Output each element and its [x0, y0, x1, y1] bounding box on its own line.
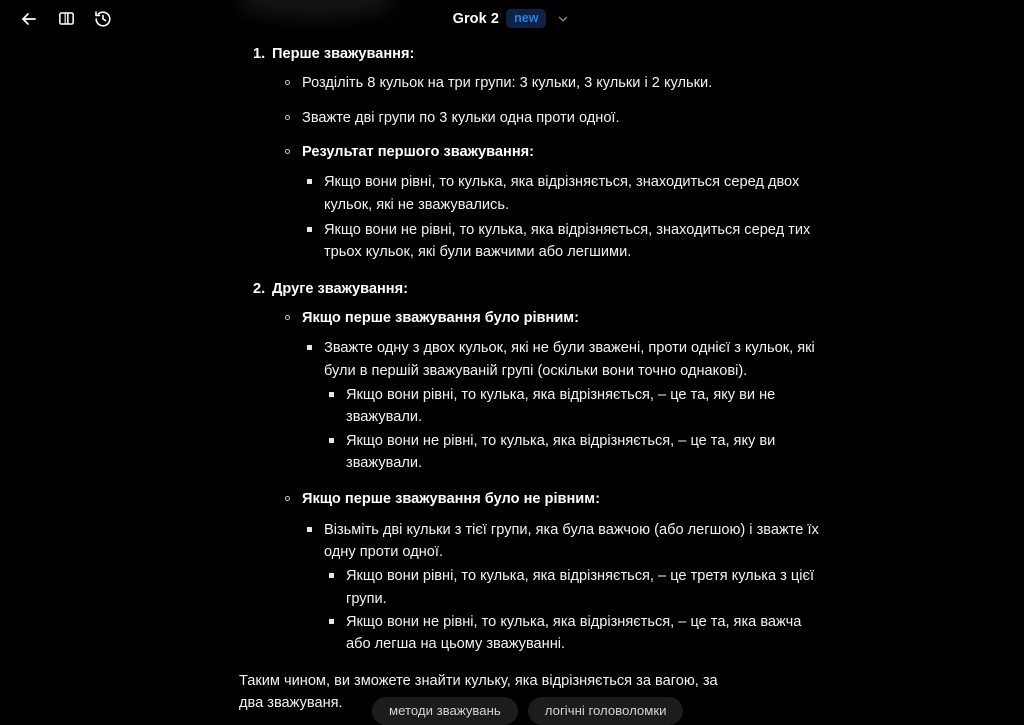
- bullet-square-icon: [307, 345, 312, 350]
- list-item: [272, 488, 1024, 655]
- back-arrow-icon[interactable]: [18, 8, 40, 30]
- list-item: [324, 384, 820, 429]
- model-name-label: Grok 2: [452, 10, 500, 27]
- step-number: 2.: [253, 280, 266, 297]
- bullet-circle-icon: [285, 496, 290, 501]
- list-item: [302, 337, 820, 474]
- list-item-text: Якщо перше зважування було не рівним:: [302, 491, 600, 508]
- model-selector[interactable]: [0, 9, 1024, 29]
- step-item: [0, 43, 1024, 264]
- outcome-list: [302, 171, 1024, 263]
- list-item: [302, 171, 820, 216]
- list-item: [324, 611, 820, 656]
- bullet-circle-icon: [285, 315, 290, 320]
- assistant-message: [0, 37, 1024, 715]
- bullet-square-icon: [307, 179, 312, 184]
- bullet-square-icon: [307, 227, 312, 232]
- list-item-text: Розділіть 8 кульок на три групи: 3 кульки, 3 кульки і 2 кульки.: [302, 75, 713, 92]
- steps-list: [0, 43, 1024, 656]
- list-item-text: Зважте одну з двох кульок, які не були зважені, проти однієї з кульок, які були в першій зважуваній групі (оскільки вони точно однакові).: [324, 340, 815, 379]
- list-item-text: Якщо перше зважування було рівним:: [302, 309, 579, 326]
- bullet-square-icon: [329, 573, 334, 578]
- list-item-text: Якщо вони рівні, то кулька, яка відрізняється, знаходиться серед двох кульок, які не зважувались.: [324, 174, 800, 213]
- list-item: [272, 72, 1024, 94]
- list-item-text: Якщо вони рівні, то кулька, яка відрізняється, – це та, яку ви не зважували.: [346, 386, 776, 426]
- list-item: [272, 307, 1024, 474]
- list-item: [272, 107, 1024, 129]
- sidebar-toggle-icon[interactable]: [55, 8, 77, 30]
- step-substeps: [272, 72, 1024, 263]
- list-item-text: Якщо вони рівні, то кулька, яка відрізняється, – це третя кулька з цієї групи.: [346, 568, 815, 607]
- new-badge[interactable]: new: [506, 9, 546, 29]
- outcome-list: [302, 337, 1024, 474]
- bullet-square-icon: [329, 619, 334, 624]
- step-title: Перше зважування:: [272, 46, 415, 62]
- list-item-text: Візьміть дві кульки з тієї групи, яка була важчою (або легшою) і зважте їх одну проти одної.: [324, 521, 819, 560]
- bullet-square-icon: [307, 527, 312, 532]
- top-bar: [0, 0, 1024, 37]
- history-icon[interactable]: [92, 8, 114, 30]
- list-item: [272, 141, 1024, 264]
- top-bar-left-actions: [0, 8, 114, 30]
- list-item: [324, 430, 820, 475]
- bullet-circle-icon: [285, 115, 290, 120]
- suggestion-chip[interactable]: логічні головоломки: [528, 697, 684, 725]
- list-item-text: Якщо вони не рівні, то кулька, яка відрізняється, – це та, яку ви зважували.: [346, 432, 776, 471]
- bullet-circle-icon: [285, 149, 290, 154]
- step-title: Друге зважування:: [272, 280, 408, 297]
- list-item-text: Зважте дві групи по 3 кульки одна проти одної.: [302, 109, 620, 126]
- step-number: 1.: [253, 46, 266, 62]
- outcome-list: [302, 519, 1024, 656]
- sub-outcome-list: [324, 384, 820, 474]
- bullet-square-icon: [329, 392, 334, 397]
- bullet-square-icon: [329, 438, 334, 443]
- closing-paragraph: Таким чином, ви зможете знайти кульку, яка відрізняється за вагою, за два зважуваня.: [239, 672, 718, 712]
- header-glow: [235, 0, 395, 18]
- sub-outcome-list: [324, 565, 820, 655]
- chevron-down-icon[interactable]: [555, 11, 571, 27]
- suggestion-chip[interactable]: методи зважувань: [372, 697, 518, 725]
- list-item-text: Якщо вони не рівні, то кулька, яка відрізняється, – це та, яка важча або легша на цьому зважуванні.: [346, 613, 802, 653]
- list-item-text: Якщо вони не рівні, то кулька, яка відрізняється, знаходиться серед тих трьох кульок, які були важчими або легшими.: [324, 221, 811, 261]
- list-item: [302, 519, 820, 656]
- list-item: [324, 565, 820, 610]
- bullet-circle-icon: [285, 80, 290, 85]
- list-item-text: Результат першого зважування:: [302, 143, 535, 160]
- step-substeps: [272, 307, 1024, 656]
- step-item: [0, 278, 1024, 656]
- list-item: [302, 219, 820, 264]
